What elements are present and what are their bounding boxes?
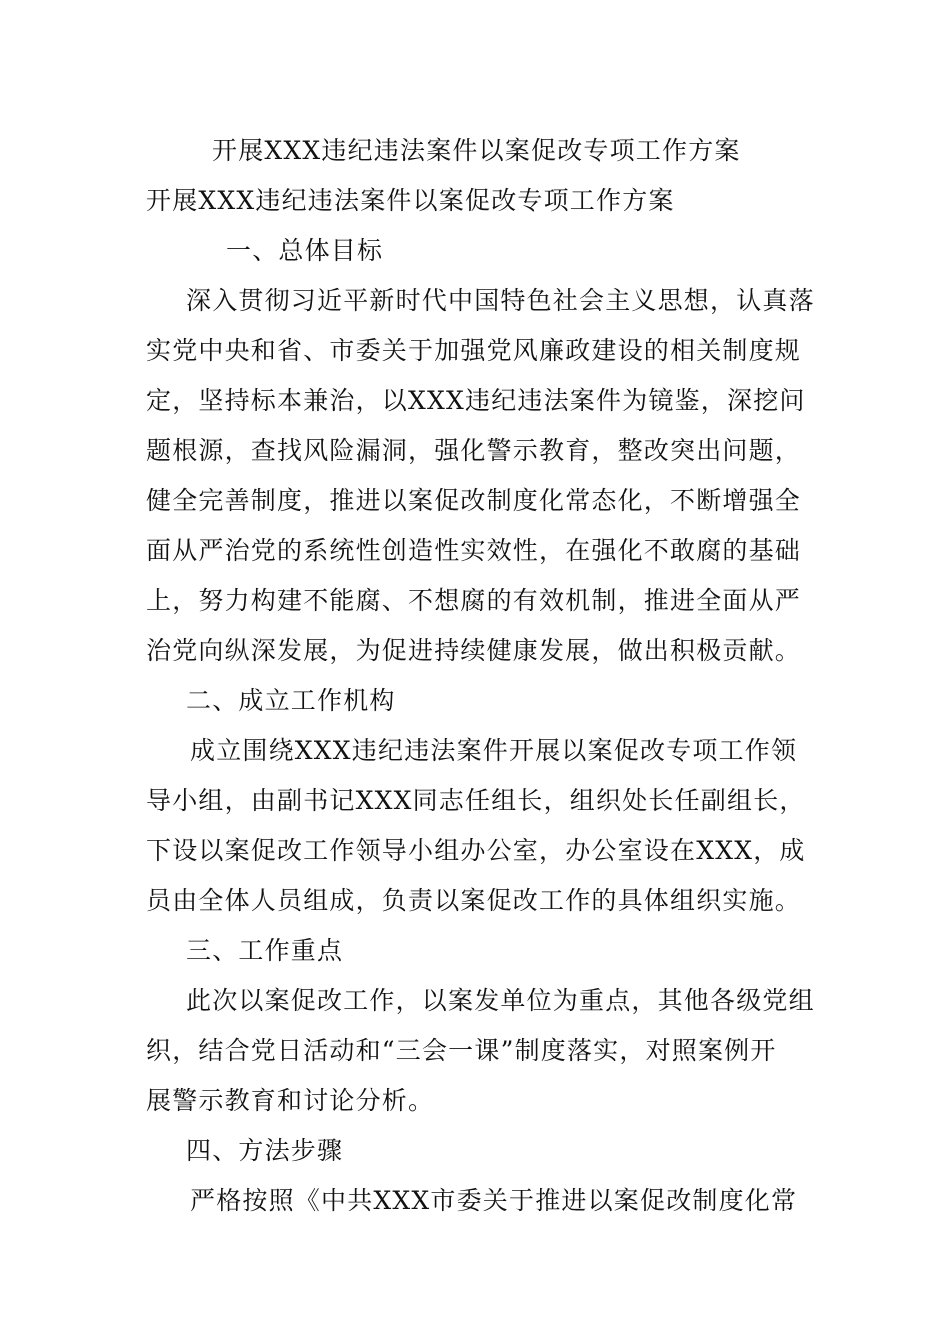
paragraph-line: 此次以案促改工作，以案发单位为重点，其他各级党组 bbox=[186, 986, 815, 1015]
paragraph-line: 下设以案促改工作领导小组办公室，办公室设在XXX，成 bbox=[146, 836, 806, 865]
document-title-centered: 开展XXX违纪违法案件以案促改专项工作方案 bbox=[212, 136, 741, 165]
section-heading-2: 二、成立工作机构 bbox=[186, 686, 396, 715]
paragraph-line: 深入贯彻习近平新时代中国特色社会主义思想，认真落 bbox=[186, 286, 815, 315]
paragraph-line: 导小组，由副书记XXX同志任组长，组织处长任副组长， bbox=[146, 786, 806, 815]
paragraph-line: 面从严治党的系统性创造性实效性，在强化不敢腐的基础 bbox=[146, 536, 802, 565]
paragraph-line: 定，坚持标本兼治，以XXX违纪违法案件为镜鉴，深挖问 bbox=[146, 386, 806, 415]
section-heading-1: 一、总体目标 bbox=[226, 236, 384, 265]
paragraph-line: 健全完善制度，推进以案促改制度化常态化，不断增强全 bbox=[146, 486, 802, 515]
paragraph-line: 员由全体人员组成，负责以案促改工作的具体组织实施。 bbox=[146, 886, 802, 915]
paragraph-line: 题根源，查找风险漏洞，强化警示教育，整改突出问题， bbox=[146, 436, 802, 465]
paragraph-line: 严格按照《中共XXX市委关于推进以案促改制度化常 bbox=[190, 1186, 798, 1215]
paragraph-line: 实党中央和省、市委关于加强党风廉政建设的相关制度规 bbox=[146, 336, 802, 365]
paragraph-line: 上，努力构建不能腐、不想腐的有效机制，推进全面从严 bbox=[146, 586, 802, 615]
document-title-left: 开展XXX违纪违法案件以案促改专项工作方案 bbox=[146, 186, 675, 215]
section-heading-3: 三、工作重点 bbox=[186, 936, 344, 965]
paragraph-line: 展警示教育和讨论分析。 bbox=[146, 1086, 435, 1115]
section-heading-4: 四、方法步骤 bbox=[186, 1136, 344, 1165]
paragraph-line: 织，结合党日活动和“三会一课”制度落实，对照案例开 bbox=[146, 1036, 777, 1065]
paragraph-line: 治党向纵深发展，为促进持续健康发展，做出积极贡献。 bbox=[146, 636, 802, 665]
paragraph-line: 成立围绕XXX违纪违法案件开展以案促改专项工作领 bbox=[190, 736, 798, 765]
